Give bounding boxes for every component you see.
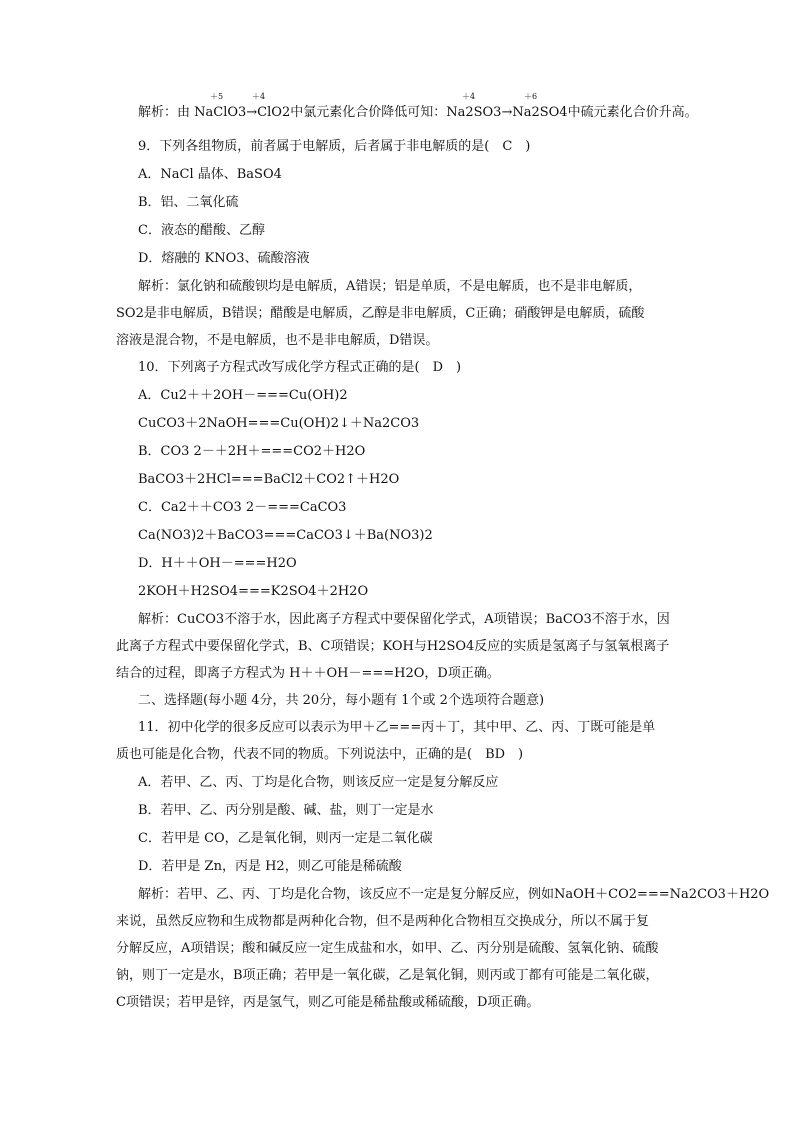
q9-option-c: C．液态的醋酸、乙醇: [138, 223, 265, 238]
q9-option-d: D．熔融的 KNO3、硫酸溶液: [138, 251, 310, 266]
q9-option-b: B．铝、二氧化硫: [138, 195, 239, 210]
analysis-line-1: 解析：由 NaClO3→ClO2中氯元素化合价降低可知：Na2SO3→Na2SO4中硫元素化合价升高。: [138, 105, 698, 120]
ox-mark-4: ＋6: [524, 92, 538, 101]
ox-mark-1: ＋5: [210, 92, 224, 101]
q10-option-b-eq: BaCO3＋2HCl===BaCl2＋CO2↑＋H2O: [138, 472, 400, 487]
ox-mark-2: ＋4: [252, 92, 266, 101]
q9-analysis-1: 解析：氯化钠和硫酸钡均是电解质，A错误；铝是单质，不是电解质，也不是非电解质，: [138, 279, 642, 294]
question-11-cont: 质也可能是化合物，代表不同的物质。下列说法中，正确的是( BD ): [116, 747, 524, 762]
q11-analysis-3: 分解反应，A项错误；酸和碱反应一定生成盐和水，如甲、乙、丙分别是硫酸、氢氧化钠、硫酸: [116, 941, 659, 956]
q11-analysis-4: 钠，则丁一定是水，B项正确；若甲是一氧化碳，乙是氧化铜，则丙或丁都有可能是二氧化碳，: [116, 968, 659, 983]
q11-analysis-2: 来说，虽然反应物和生成物都是两种化合物，但不是两种化合物相互交换成分，所以不属于复: [116, 914, 650, 929]
q10-analysis-2: 此离子方程式中要保留化学式，B、C项错误；KOH与H2SO4反应的实质是氢离子与氢氧根离子: [116, 639, 670, 654]
q9-option-a: A．NaCl 晶体、BaSO4: [138, 167, 282, 182]
q10-option-c: C．Ca2＋＋CO3 2－===CaCO3: [138, 500, 347, 515]
question-11: 11．初中化学的很多反应可以表示为甲＋乙===丙＋丁，其中甲、乙、丙、丁既可能是单: [138, 720, 656, 735]
q10-option-c-eq: Ca(NO3)2＋BaCO3===CaCO3↓＋Ba(NO3)2: [138, 528, 433, 543]
q10-option-d: D．H＋＋OH－===H2O: [138, 556, 297, 571]
section-heading-2: 二、选择题(每小题 4分，共 20分，每小题有 1个或 2个选项符合题意): [138, 693, 545, 708]
q10-analysis-1: 解析：CuCO3不溶于水，因此离子方程式中要保留化学式，A项错误；BaCO3不溶于水，因: [138, 612, 670, 627]
q9-analysis-3: 溶液是混合物，不是电解质，也不是非电解质，D错误。: [116, 333, 439, 348]
q9-analysis-2: SO2是非电解质，B错误；醋酸是电解质，乙醇是非电解质，C正确；硝酸钾是电解质，硫酸: [116, 306, 645, 321]
q11-option-b: B．若甲、乙、丙分别是酸、碱、盐，则丁一定是水: [138, 803, 434, 818]
q10-analysis-3: 结合的过程，即离子方程式为 H＋＋OH－===H2O，D项正确。: [116, 666, 500, 681]
q11-option-d: D．若甲是 Zn，丙是 H2，则乙可能是稀硫酸: [138, 859, 402, 874]
q10-option-a-eq: CuCO3＋2NaOH===Cu(OH)2↓＋Na2CO3: [138, 416, 420, 431]
q11-analysis-1: 解析：若甲、乙、丙、丁均是化合物，该反应不一定是复分解反应，例如NaOH＋CO2===Na2CO3＋H2O: [138, 887, 770, 902]
q11-option-c: C．若甲是 CO，乙是氧化铜，则丙一定是二氧化碳: [138, 831, 433, 846]
q11-option-a: A．若甲、乙、丙、丁均是化合物，则该反应一定是复分解反应: [138, 775, 499, 790]
q10-option-a: A．Cu2＋＋2OH－===Cu(OH)2: [138, 388, 348, 403]
question-10: 10．下列离子方程式改写成化学方程式正确的是( D ): [138, 360, 462, 375]
q11-analysis-5: C项错误；若甲是锌，丙是氢气，则乙可能是稀盐酸或稀硫酸，D项正确。: [116, 995, 540, 1010]
q10-option-b: B．CO3 2－＋2H＋===CO2＋H2O: [138, 444, 366, 459]
question-9: 9．下列各组物质，前者属于电解质，后者属于非电解质的是( C ): [138, 139, 531, 154]
q10-option-d-eq: 2KOH＋H2SO4===K2SO4＋2H2O: [138, 584, 369, 599]
ox-mark-3: ＋4: [462, 92, 476, 101]
